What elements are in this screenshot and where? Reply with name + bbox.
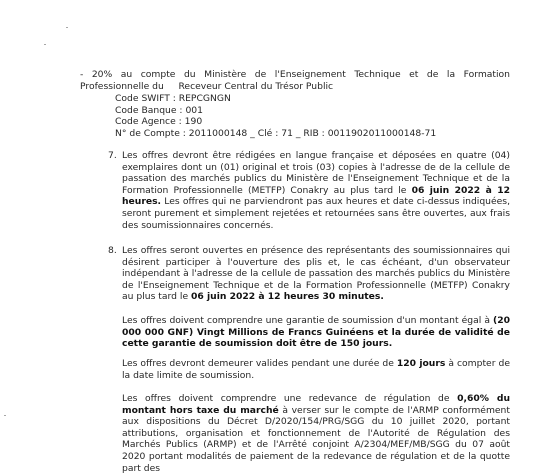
intro-line-1: - 20% au compte du Ministère de l'Enseignement Technique et de la Formation: [80, 69, 510, 80]
regulation-fee-text: Les offres doivent comprendre une redevance de régulation de: [122, 393, 458, 404]
validity-days: 120 jours: [396, 358, 446, 369]
item-8-text: Les offres seront ouvertes en présence des représentants des soumissionnaires qui désirent participer à l'ouverture des plis et, le cas échéant, d'un observateur indépendant à l'adresse de la cellule de passation des marchés publics du Ministère de l'Enseignement Technique et de la Formation Professionnelle (METFP) Conakry au plus tard le: [122, 245, 510, 303]
guarantee-amount: (20 000 000 GNF) Vingt Millions de Francs Guinéens et la durée de validité de cette garantie de soumission doit être de 150 jours.: [122, 315, 510, 350]
validity-paragraph: [122, 358, 510, 381]
scan-speck: [4, 415, 6, 416]
intro-paragraph: [80, 69, 510, 92]
item-8-paragraph: [122, 245, 510, 303]
scan-speck: [44, 44, 46, 45]
item-7-text: Les offres devront être rédigées en langue française et déposées en quatre (04) exemplaires dont un (01) original et trois (03) copies à l'adresse de de la cellule de passation des marchés publics du Ministère de l'Enseignement Technique et de la Formation Professionnelle (METFP) Conakry au plus tard le: [122, 150, 510, 196]
item-7-text-b: Les offres qui ne parviendront pas aux heures et date ci-dessus indiquées, seront purement et simplement rejetées et retournées sans être ouvertes, aux frais des soumissionnaires concernés.: [122, 196, 510, 231]
item-7-deadline: 06 juin 2022 à 12 heures.: [122, 184, 511, 208]
scan-speck: [66, 27, 68, 28]
item-8-number: 8.: [108, 245, 117, 256]
bank-details: [115, 93, 495, 139]
regulation-fee-text-b: à verser sur le compte de l'ARMP conformément aux dispositions du Décret D/2020/154/PRG/SGG du 10 juillet 2020, portant attributions, organisation et fonctionnement de l'Autorité de Régulation des Marchés Publics (ARMP) et de l'Arrêté conjoint A/2304/MEF/MB/SGG du 07 août 2020 portant modalités de paiement de la redevance de régulation et de la quotte part des: [122, 404, 510, 474]
bank-agency: Code Agence : 190: [115, 116, 203, 128]
bank-code: Code Banque : 001: [115, 104, 203, 116]
item-7-number: 7.: [108, 150, 117, 161]
item-8-deadline: 06 juin 2022 à 12 heures 30 minutes.: [191, 291, 384, 303]
item-7-paragraph: [122, 150, 510, 231]
validity-text-b: à compter de la date limite de soumission.: [122, 358, 510, 381]
intro-line-2: Professionnelle du Receveur Central du Trésor Public: [80, 80, 334, 92]
bank-account: N° de Compte : 2011000148 _ Clé : 71 _ RIB : 0011902011000148-71: [115, 127, 437, 139]
validity-text: Les offres devront demeurer valides pendant une durée de: [122, 358, 397, 369]
guarantee-paragraph: [122, 315, 510, 350]
bank-swift: Code SWIFT : REPCGNGN: [115, 93, 231, 104]
regulation-fee-rate: 0,60% du montant hors taxe du marché: [122, 393, 510, 416]
guarantee-text: Les offres doivent comprendre une garantie de soumission d'un montant égal à: [122, 315, 494, 326]
